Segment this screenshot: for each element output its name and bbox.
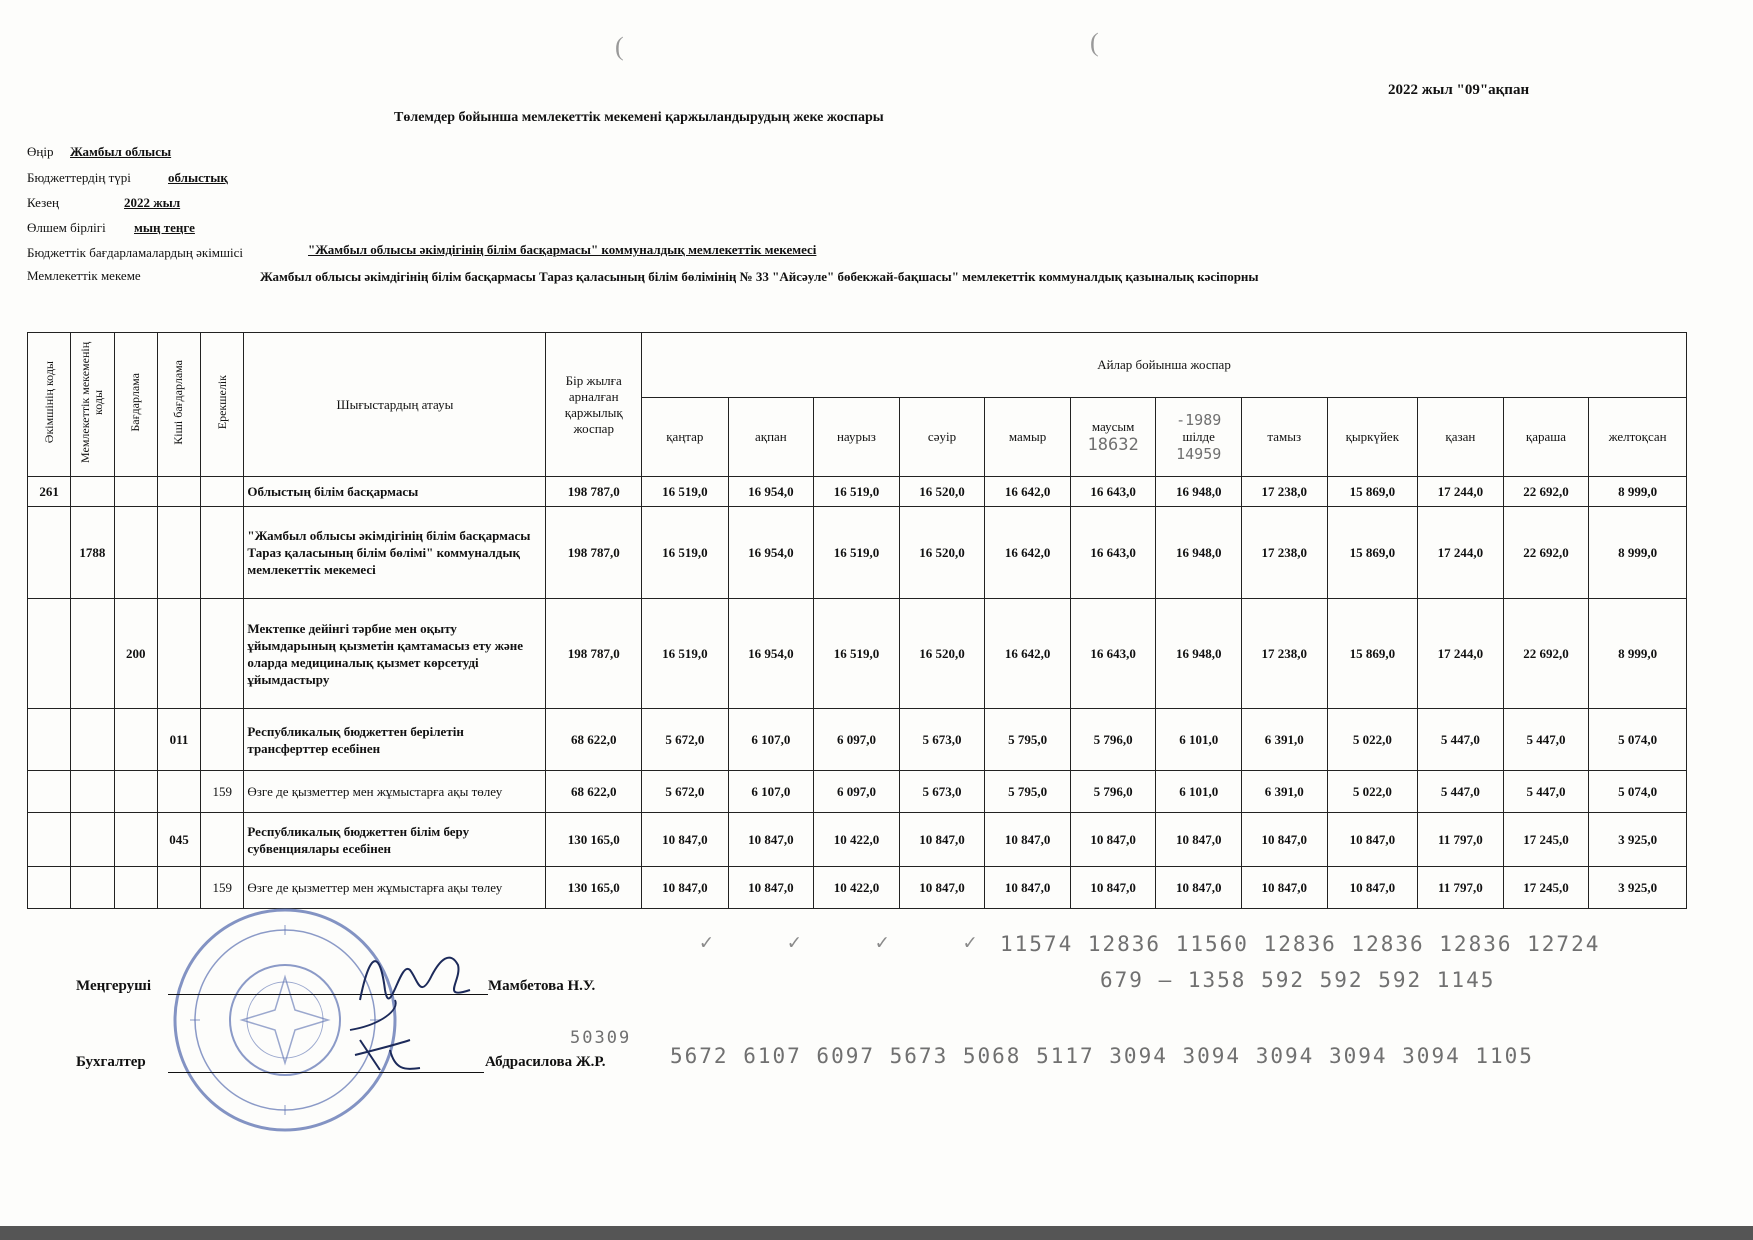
specifics-code (201, 813, 244, 867)
month-amount: 17 238,0 (1241, 507, 1327, 599)
accountant-handwritten-signature (350, 1030, 430, 1080)
admin-code (28, 599, 71, 709)
month-amount: 16 948,0 (1156, 599, 1242, 709)
month-amount: 22 692,0 (1503, 507, 1589, 599)
month-amount: 16 520,0 (899, 477, 985, 507)
region-label: Өңір (27, 144, 54, 159)
month-amount: 6 097,0 (814, 771, 900, 813)
expense-name: Мектепке дейінгі тәрбие мен оқыту ұйымдарының қызметін қамтамасыз ету және оларда медициналық қызмет көрсетуді ұйымдастыру (244, 599, 546, 709)
head-name: Мамбетова Н.У. (488, 978, 596, 994)
month-amount: 10 422,0 (814, 867, 900, 909)
month-amount: 17 245,0 (1503, 813, 1589, 867)
admin-code (28, 709, 71, 771)
month-header: маусым 18632 (1070, 398, 1156, 477)
fold-mark: ( (615, 32, 624, 61)
expense-name: Өзге де қызметтер мен жұмыстарға ақы төлеу (244, 771, 546, 813)
month-amount: 16 642,0 (985, 477, 1071, 507)
specifics-code: 159 (201, 771, 244, 813)
month-amount: 3 925,0 (1589, 867, 1687, 909)
col-months-group: Айлар бойынша жоспар (642, 333, 1687, 398)
pencil-line-3: 5672 6107 6097 5673 5068 5117 3094 3094 3094 3094 3094 1105 (670, 1044, 1534, 1068)
month-header: желтоқсан (1589, 398, 1687, 477)
unit-label: Өлшем бірлігі (27, 220, 106, 235)
month-header: тамыз (1241, 398, 1327, 477)
month-amount: 5 447,0 (1418, 709, 1504, 771)
program-code (114, 813, 157, 867)
specifics-code (201, 709, 244, 771)
month-amount: 10 847,0 (728, 867, 814, 909)
month-amount: 5 447,0 (1503, 771, 1589, 813)
month-amount: 10 847,0 (1156, 813, 1242, 867)
month-amount: 6 097,0 (814, 709, 900, 771)
month-amount: 16 519,0 (642, 477, 729, 507)
annual-amount: 130 165,0 (546, 867, 642, 909)
accountant-name: Абдрасилова Ж.Р. (485, 1054, 606, 1070)
month-header: қыркүйек (1327, 398, 1418, 477)
budget-type-label: Бюджеттердің түрі (27, 170, 131, 185)
admin-code (28, 507, 71, 599)
program-code (114, 709, 157, 771)
program-code (114, 771, 157, 813)
admin-code: 261 (28, 477, 71, 507)
month-amount: 11 797,0 (1418, 867, 1504, 909)
table-row (28, 709, 1687, 771)
period-value: 2022 жыл (124, 195, 181, 210)
specifics-code (201, 477, 244, 507)
month-amount: 6 107,0 (728, 709, 814, 771)
month-amount: 16 519,0 (814, 599, 900, 709)
month-amount: 5 447,0 (1503, 709, 1589, 771)
month-amount: 16 519,0 (642, 599, 729, 709)
region-value: Жамбыл облысы (70, 144, 172, 159)
month-header: мамыр (985, 398, 1071, 477)
institution-code (71, 771, 114, 813)
institution-code (71, 813, 114, 867)
month-amount: 3 925,0 (1589, 813, 1687, 867)
institution-code (71, 477, 114, 507)
subprogram-code: 011 (157, 709, 200, 771)
col-subprogram: Кіші бағдарлама (157, 333, 200, 477)
expense-name: "Жамбыл облысы әкімдігінің білім басқармасы Тараз қаласының білім бөлімі" коммуналдық мемлекеттік мекемесі (244, 507, 546, 599)
month-amount: 16 643,0 (1070, 477, 1156, 507)
month-amount: 17 245,0 (1503, 867, 1589, 909)
pencil-prefix: 50309 (570, 1028, 632, 1048)
expense-name: Өзге де қызметтер мен жұмыстарға ақы төлеу (244, 867, 546, 909)
month-amount: 16 643,0 (1070, 599, 1156, 709)
admin-label: Бюджеттік бағдарламалардың әкімшісі (27, 245, 244, 260)
pencil-line-2: 679 — 1358 592 592 592 1145 (1100, 968, 1496, 992)
subprogram-code (157, 477, 200, 507)
institution-code: 1788 (71, 507, 114, 599)
month-amount: 6 101,0 (1156, 709, 1242, 771)
month-amount: 16 520,0 (899, 599, 985, 709)
month-amount: 5 672,0 (642, 709, 729, 771)
month-amount: 5 074,0 (1589, 771, 1687, 813)
month-amount: 16 948,0 (1156, 507, 1242, 599)
month-amount: 16 642,0 (985, 599, 1071, 709)
month-amount: 16 954,0 (728, 599, 814, 709)
col-specifics: Ерекшелік (201, 333, 244, 477)
month-amount: 15 869,0 (1327, 507, 1418, 599)
period-label: Кезең (27, 195, 59, 210)
program-code (114, 867, 157, 909)
annual-amount: 130 165,0 (546, 813, 642, 867)
month-amount: 10 847,0 (985, 867, 1071, 909)
month-amount: 8 999,0 (1589, 477, 1687, 507)
head-handwritten-signature (340, 930, 490, 1040)
month-amount: 16 954,0 (728, 507, 814, 599)
month-amount: 8 999,0 (1589, 599, 1687, 709)
col-program: Бағдарлама (114, 333, 157, 477)
table-row (28, 771, 1687, 813)
accountant-signature-line (168, 1072, 484, 1073)
month-amount: 10 847,0 (1070, 813, 1156, 867)
month-amount: 17 238,0 (1241, 477, 1327, 507)
program-code (114, 477, 157, 507)
month-header: наурыз (814, 398, 900, 477)
month-amount: 10 847,0 (1241, 813, 1327, 867)
month-amount: 5 796,0 (1070, 771, 1156, 813)
fold-mark: ( (1090, 28, 1099, 57)
month-amount: 5 795,0 (985, 709, 1071, 771)
table-row (28, 477, 1687, 507)
budget-type-value: облыстық (168, 170, 228, 185)
month-amount: 16 520,0 (899, 507, 985, 599)
subprogram-code (157, 507, 200, 599)
month-amount: 16 643,0 (1070, 507, 1156, 599)
institution-label: Мемлекеттік мекеме (27, 268, 141, 283)
month-amount: 10 422,0 (814, 813, 900, 867)
admin-code (28, 867, 71, 909)
month-amount: 10 847,0 (1327, 813, 1418, 867)
month-amount: 15 869,0 (1327, 599, 1418, 709)
month-header: қазан (1418, 398, 1504, 477)
annual-amount: 198 787,0 (546, 477, 642, 507)
document-date: 2022 жыл "09"ақпан (1388, 82, 1530, 98)
table-row (28, 867, 1687, 909)
document-title: Төлемдер бойынша мемлекеттік мекемені қаржыландырудың жеке жоспары (394, 110, 884, 125)
month-amount: 5 672,0 (642, 771, 729, 813)
month-amount: 10 847,0 (728, 813, 814, 867)
expense-name: Республикалық бюджеттен берілетін трансферттер есебінен (244, 709, 546, 771)
annual-amount: 68 622,0 (546, 709, 642, 771)
month-amount: 16 519,0 (642, 507, 729, 599)
june-note: 18632 (1087, 435, 1139, 455)
month-amount: 5 795,0 (985, 771, 1071, 813)
month-amount: 17 244,0 (1418, 599, 1504, 709)
table-row (28, 599, 1687, 709)
month-amount: 10 847,0 (1241, 867, 1327, 909)
july-note-top: -1989 (1176, 411, 1222, 429)
month-amount: 6 391,0 (1241, 771, 1327, 813)
month-header: қараша (1503, 398, 1589, 477)
admin-value: "Жамбыл облысы әкімдігінің білім басқармасы" коммуналдық мемлекеттік мекемесі (308, 242, 817, 257)
program-code (114, 507, 157, 599)
subprogram-code (157, 771, 200, 813)
month-amount: 5 673,0 (899, 771, 985, 813)
scanner-edge (0, 1226, 1753, 1240)
month-amount: 10 847,0 (985, 813, 1071, 867)
month-amount: 5 022,0 (1327, 771, 1418, 813)
program-code: 200 (114, 599, 157, 709)
month-amount: 10 847,0 (1070, 867, 1156, 909)
month-amount: 10 847,0 (1327, 867, 1418, 909)
admin-code (28, 771, 71, 813)
month-amount: 16 954,0 (728, 477, 814, 507)
col-admin-code: Әкімшінің коды (28, 333, 71, 477)
annual-amount: 68 622,0 (546, 771, 642, 813)
col-annual-plan: Бір жылға арналған қаржылық жоспар (546, 333, 642, 477)
head-signature-label: Меңгеруші (76, 978, 152, 994)
specifics-code (201, 507, 244, 599)
institution-value: Жамбыл облысы әкімдігінің білім басқармасы Тараз қаласының білім бөлімінің № 33 "Айсәуле" бөбекжай-бақшасы" мемлекеттік коммуналдық қазыналық кәсіпорны (260, 269, 1259, 284)
pencil-checkmarks: ✓ ✓ ✓ ✓ (700, 930, 979, 954)
admin-code (28, 813, 71, 867)
annual-amount: 198 787,0 (546, 507, 642, 599)
month-amount: 6 107,0 (728, 771, 814, 813)
col-institution-code: Мемлекеттік мекеменің коды (71, 333, 114, 477)
month-amount: 5 673,0 (899, 709, 985, 771)
specifics-code (201, 599, 244, 709)
subprogram-code (157, 599, 200, 709)
specifics-code: 159 (201, 867, 244, 909)
month-amount: 16 519,0 (814, 507, 900, 599)
institution-code (71, 709, 114, 771)
pencil-line-1: 11574 12836 11560 12836 12836 12836 12724 (1000, 932, 1601, 956)
month-amount: 22 692,0 (1503, 599, 1589, 709)
month-amount: 5 796,0 (1070, 709, 1156, 771)
month-amount: 17 244,0 (1418, 477, 1504, 507)
month-amount: 5 022,0 (1327, 709, 1418, 771)
month-amount: 10 847,0 (642, 813, 729, 867)
month-amount: 10 847,0 (1156, 867, 1242, 909)
financing-plan-table (27, 332, 1687, 909)
month-amount: 5 447,0 (1418, 771, 1504, 813)
month-amount: 10 847,0 (899, 867, 985, 909)
month-amount: 8 999,0 (1589, 507, 1687, 599)
month-amount: 5 074,0 (1589, 709, 1687, 771)
annual-amount: 198 787,0 (546, 599, 642, 709)
unit-value: мың теңге (134, 220, 195, 235)
month-header: ақпан (728, 398, 814, 477)
month-amount: 16 948,0 (1156, 477, 1242, 507)
month-amount: 6 101,0 (1156, 771, 1242, 813)
col-expense-name: Шығыстардың атауы (244, 333, 546, 477)
subprogram-code (157, 867, 200, 909)
institution-code (71, 867, 114, 909)
month-header: -1989 шілде 14959 (1156, 398, 1242, 477)
subprogram-code: 045 (157, 813, 200, 867)
july-note-bottom: 14959 (1176, 445, 1222, 463)
month-amount: 6 391,0 (1241, 709, 1327, 771)
month-amount: 11 797,0 (1418, 813, 1504, 867)
month-amount: 16 642,0 (985, 507, 1071, 599)
institution-code (71, 599, 114, 709)
table-row (28, 813, 1687, 867)
expense-name: Республикалық бюджеттен білім беру субвенциялары есебінен (244, 813, 546, 867)
table-row (28, 507, 1687, 599)
month-amount: 10 847,0 (642, 867, 729, 909)
month-amount: 17 238,0 (1241, 599, 1327, 709)
month-header: қаңтар (642, 398, 729, 477)
month-amount: 10 847,0 (899, 813, 985, 867)
expense-name: Облыстың білім басқармасы (244, 477, 546, 507)
month-header: сәуір (899, 398, 985, 477)
month-amount: 17 244,0 (1418, 507, 1504, 599)
month-amount: 16 519,0 (814, 477, 900, 507)
month-amount: 22 692,0 (1503, 477, 1589, 507)
accountant-signature-label: Бухгалтер (76, 1054, 146, 1070)
month-amount: 15 869,0 (1327, 477, 1418, 507)
